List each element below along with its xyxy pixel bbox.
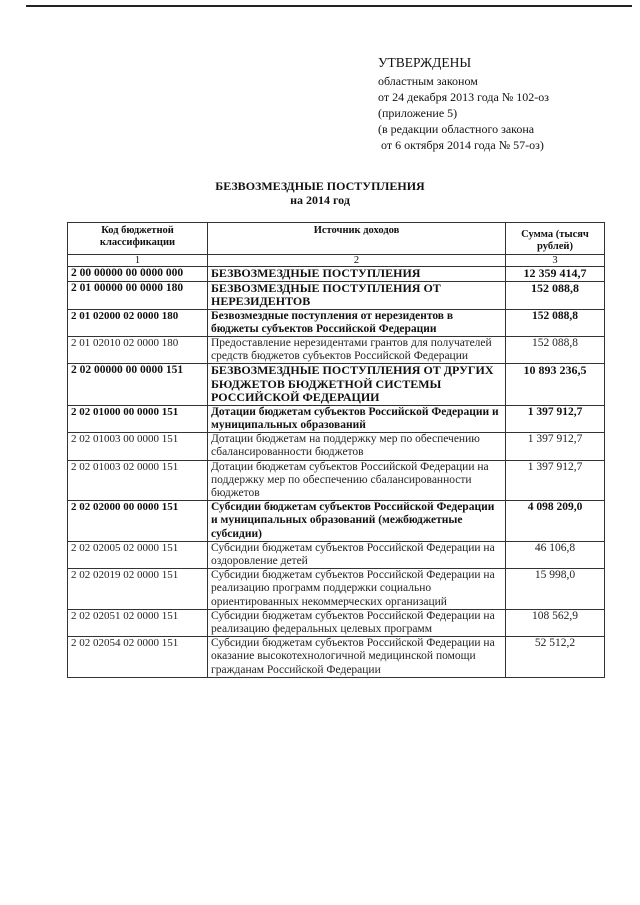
column-number: 1 [68,255,208,267]
revenue-table [67,222,605,678]
row-amount: 108 562,9 [506,609,605,636]
table-row [68,501,605,542]
approval-block [378,54,549,153]
row-amount: 1 397 912,7 [506,433,605,460]
table-row [68,460,605,501]
header-source: Источник доходов [208,223,506,255]
table-row [68,637,605,678]
row-code: 2 00 00000 00 0000 000 [68,267,208,282]
title-line-2: на 2014 год [290,193,350,207]
table-row [68,336,605,363]
row-name: Дотации бюджетам на поддержку мер по обеспечению сбалансированности бюджетов [208,433,506,460]
table-row [68,364,605,406]
row-code: 2 02 02000 00 0000 151 [68,501,208,542]
row-amount: 12 359 414,7 [506,267,605,282]
row-code: 2 01 02010 02 0000 180 [68,336,208,363]
row-name: Субсидии бюджетам субъектов Российской Федерации на реализацию программ поддержки социально ориентированных некоммерческих организаций [208,569,506,610]
row-code: 2 02 02005 02 0000 151 [68,541,208,568]
row-code: 2 02 02051 02 0000 151 [68,609,208,636]
row-amount: 1 397 912,7 [506,405,605,432]
row-name: Субсидии бюджетам субъектов Российской Федерации на реализацию федеральных целевых программ [208,609,506,636]
row-code: 2 02 01003 02 0000 151 [68,460,208,501]
table-row [68,569,605,610]
row-name: БЕЗВОЗМЕЗДНЫЕ ПОСТУПЛЕНИЯ ОТ НЕРЕЗИДЕНТОВ [208,281,506,309]
row-amount: 46 106,8 [506,541,605,568]
row-name: Безвозмездные поступления от нерезидентов в бюджеты субъектов Российской Федерации [208,309,506,336]
row-amount: 152 088,8 [506,281,605,309]
row-amount: 1 397 912,7 [506,460,605,501]
table-row [68,609,605,636]
row-amount: 152 088,8 [506,336,605,363]
row-code: 2 02 01000 00 0000 151 [68,405,208,432]
row-name: БЕЗВОЗМЕЗДНЫЕ ПОСТУПЛЕНИЯ [208,267,506,282]
row-name: БЕЗВОЗМЕЗДНЫЕ ПОСТУПЛЕНИЯ ОТ ДРУГИХ БЮДЖЕТОВ БЮДЖЕТНОЙ СИСТЕМЫ РОССИЙСКОЙ ФЕДЕРАЦИИ [208,364,506,406]
row-amount: 10 893 236,5 [506,364,605,406]
approval-line: (в редакции областного закона [378,122,535,136]
approval-line: областным законом [378,74,478,88]
table-row [68,405,605,432]
row-amount: 152 088,8 [506,309,605,336]
table-row [68,541,605,568]
title-line-1: БЕЗВОЗМЕЗДНЫЕ ПОСТУПЛЕНИЯ [215,179,425,193]
row-name: Предоставление нерезидентами грантов для получателей средств бюджетов субъектов Российской Федерации [208,336,506,363]
row-name: Субсидии бюджетам субъектов Российской Федерации на оздоровление детей [208,541,506,568]
row-amount: 52 512,2 [506,637,605,678]
table-row [68,267,605,282]
table-row [68,309,605,336]
row-name: Дотации бюджетам субъектов Российской Федерации и муниципальных образований [208,405,506,432]
header-amount: Сумма (тысяч рублей) [506,223,605,255]
approval-line: (приложение 5) [378,106,458,120]
table-header-row [68,223,605,255]
column-number: 2 [208,255,506,267]
column-number: 3 [506,255,605,267]
approval-heading: УТВЕРЖДЕНЫ [378,55,472,70]
row-code: 2 01 00000 00 0000 180 [68,281,208,309]
row-code: 2 01 02000 02 0000 180 [68,309,208,336]
table-row [68,281,605,309]
document-title [0,179,640,207]
row-name: Субсидии бюджетам субъектов Российской Федерации на оказание высокотехнологичной медицинской помощи гражданам Российской Федерации [208,637,506,678]
row-code: 2 02 02054 02 0000 151 [68,637,208,678]
approval-line: от 6 октября 2014 года № 57-оз) [381,138,544,152]
header-code: Код бюджетной классификации [68,223,208,255]
row-name: Субсидии бюджетам субъектов Российской Федерации и муниципальных образований (межбюджетные субсидии) [208,501,506,542]
row-amount: 4 098 209,0 [506,501,605,542]
row-code: 2 02 00000 00 0000 151 [68,364,208,406]
row-name: Дотации бюджетам субъектов Российской Федерации на поддержку мер по обеспечению сбалансированности бюджетов [208,460,506,501]
top-rule [26,5,632,7]
row-code: 2 02 01003 00 0000 151 [68,433,208,460]
column-number-row [68,255,605,267]
row-amount: 15 998,0 [506,569,605,610]
approval-line: от 24 декабря 2013 года № 102-оз [378,90,550,104]
row-code: 2 02 02019 02 0000 151 [68,569,208,610]
table-row [68,433,605,460]
